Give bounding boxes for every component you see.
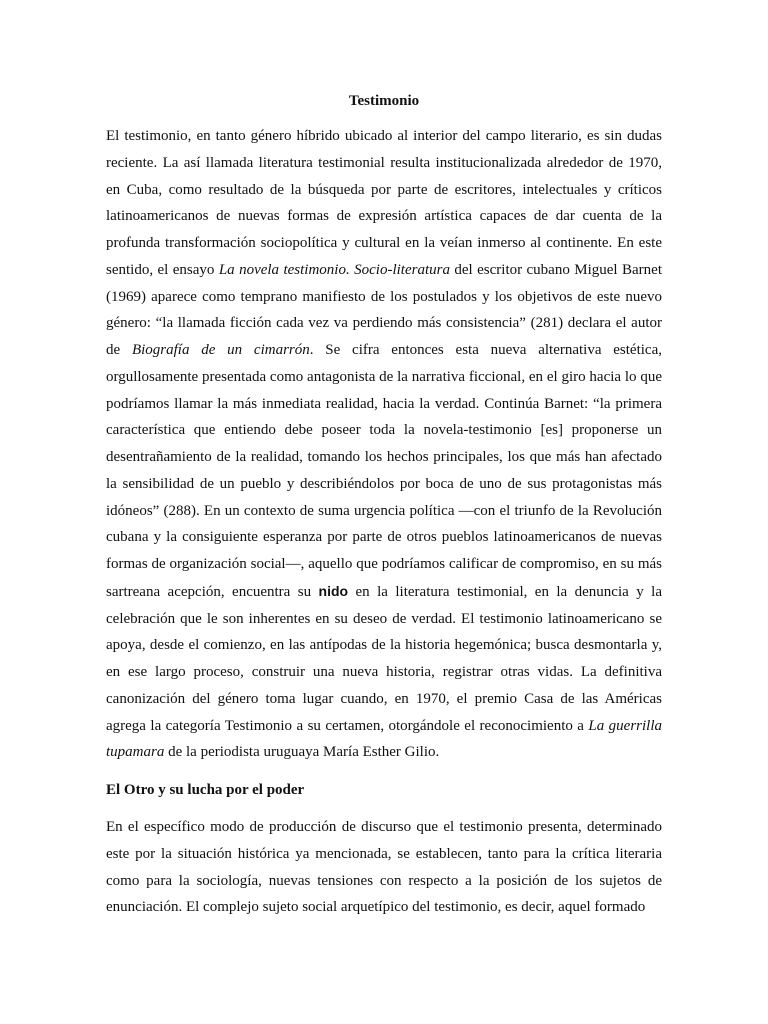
paragraph-introduction [106,123,662,766]
italic-book-title: La guerrilla tupamara [106,717,663,761]
document-page [106,88,662,921]
paragraph-text: El testimonio, en tanto género híbrido ubicado al interior del campo literario, es sin dudas reciente. La así llamada literatura testimonial resulta institucionalizada alrededor de 1970, en Cuba, como resultado de la búsqueda por parte de escritores, intelectuales y críticos latinoamericanos de nuevas formas de expresión artística capaces de dar cuenta de la profunda transformación sociopolítica y cultural en la veían inmerso al continente. En este sentido, el ensayo [106,128,662,278]
italic-book-title: La novela testimonio. Socio-literatura [218,261,450,278]
paragraph-text: del escritor cubano Miguel Barnet (1969) aparece como temprano manifiesto de los postulados y los objetivos de este nuevo género: “la llamada ficción cada vez va perdiendo más consistencia” (281) declara el autor de [106,261,662,358]
paragraph-text: de la periodista uruguaya María Esther Gilio. [164,744,440,761]
italic-book-title: Biografía de un cimarrón [131,342,310,358]
paragraph-text: en la literatura testimonial, en la denuncia y la celebración que le son inherentes en su deseo de verdad. El testimonio latinoamericano se apoya, desde el comienzo, en las antípodas de la historia hegemónica; busca desmontarla y, en ese largo proceso, construir una nueva historia, registrar otras vidas. La definitiva canonización del género toma lugar cuando, en 1970, el premio Casa de las Américas agrega la categoría Testimonio a su certamen, otorgándole el reconocimiento a [106,583,662,734]
bold-word: nido [318,582,349,599]
paragraph-second: En el específico modo de producción de discurso que el testimonio presenta, determinado este por la situación histórica ya mencionada, se establecen, tanto para la crítica literaria como para la sociología, nuevas tensiones con respecto a la posición de los sujetos de enunciación. El complejo sujeto social arquetípico del testimonio, es decir, aquel formado [106,819,662,916]
document-title: Testimonio [348,93,420,109]
paragraph-text: . Se cifra entonces esta nueva alternativa estética, orgullosamente presentada como antagonista de la narrativa ficcional, en el giro hacia lo que podríamos llamar la más inmediata realidad, hacia la verdad. Continúa Barnet: “la primera característica que entiendo debe poseer toda la novela-testimonio [es] proponerse un desentrañamiento de la realidad, tomando los hechos principales, los que más han afectado la sensibilidad de un pueblo y describiéndolos por boca de uno de sus protagonistas más idóneos” (288). En un contexto de suma urgencia política —con el triunfo de la Revolución cubana y la consiguiente esperanza por parte de otros pueblos latinoamericanos de nuevas formas de organización social—, aquello que podríamos calificar de compromiso, en su más sartreana acepción, encuentra su [106,342,662,600]
section-heading: El Otro y su lucha por el poder [106,782,305,798]
